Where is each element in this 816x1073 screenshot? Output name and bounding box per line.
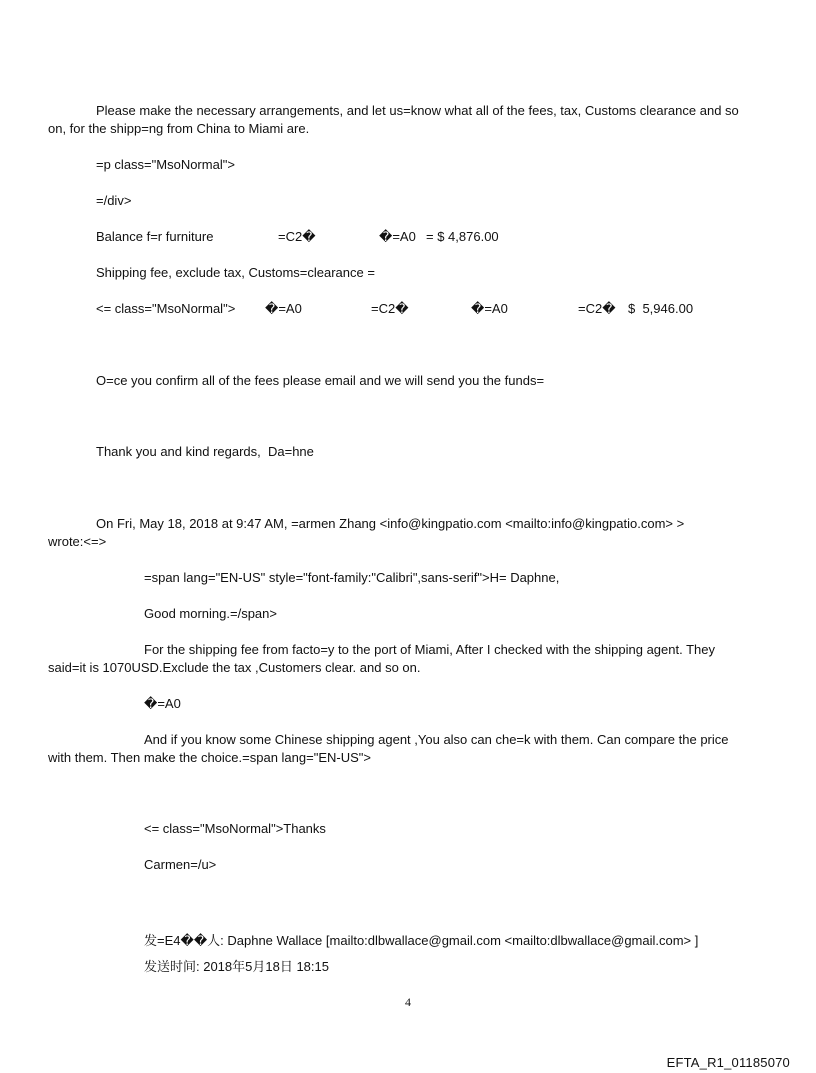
shipping-para-line2: said=it is 1070USD.Exclude the tax ,Customers clear. and so on.	[48, 660, 421, 675]
class-row-amount: $ 5,946.00	[628, 301, 694, 316]
confirm-line: O=ce you confirm all of the fees please email and we will send you the funds=	[96, 373, 545, 388]
balance-amount: = $ 4,876.00	[426, 229, 499, 244]
class-row-line	[96, 300, 736, 318]
class-row-b: =C2�	[371, 301, 409, 316]
on-fri-line2: wrote:<=>	[48, 534, 107, 549]
balance-label: Balance f=r furniture	[96, 229, 214, 244]
page-number: 4	[405, 995, 411, 1009]
class-row-tag: <= class="MsoNormal">	[96, 301, 236, 316]
class-row-c: �=A0	[471, 301, 508, 316]
good-morning-line: Good morning.=/span>	[144, 606, 277, 621]
thanks-class-line: <= class="MsoNormal">Thanks	[144, 821, 326, 836]
span-lang-line: =span lang="EN-US" style="font-family:"Calibri",sans-serif">H= Daphne,	[144, 570, 560, 585]
div-close-line: =/div>	[96, 193, 132, 208]
on-fri-line1: On Fri, May 18, 2018 at 9:47 AM, =armen Zhang <info@kingpatio.com <mailto:info@kingpatio.com> >	[96, 516, 685, 531]
chinese-para-line2: with them. Then make the choice.=span lang="EN-US">	[48, 750, 371, 765]
para-arrangements-line2: on, for the shipp=ng from China to Miami are.	[48, 121, 310, 136]
bates-number: EFTA_R1_01185070	[666, 1055, 790, 1070]
shipping-para-line1: For the shipping fee from facto=y to the port of Miami, After I checked with the shipping agent. They	[144, 642, 715, 657]
a0-line: �=A0	[144, 696, 181, 711]
balance-line	[96, 228, 576, 246]
chinese-para-line1: And if you know some Chinese shipping agent ,You also can che=k with them. Can compare the price	[144, 732, 729, 747]
class-row-d: =C2�	[578, 301, 616, 316]
from-line: 发=E4��人: Daphne Wallace [mailto:dlbwallace@gmail.com <mailto:dlbwallace@gmail.com> ]	[144, 933, 699, 948]
carmen-line: Carmen=/u>	[144, 857, 217, 872]
thanks-regards-line: Thank you and kind regards, Da=hne	[96, 444, 314, 459]
class-row-a: �=A0	[265, 301, 302, 316]
p-class-line: =p class="MsoNormal">	[96, 157, 235, 172]
shipping-fee-line: Shipping fee, exclude tax, Customs=clearance =	[96, 265, 375, 280]
balance-a0: �=A0	[379, 229, 416, 244]
para-arrangements-line1: Please make the necessary arrangements, and let us=know what all of the fees, tax, Customs clearance and so	[96, 103, 739, 118]
balance-c2: =C2�	[278, 229, 316, 244]
sent-time-line: 发送时间: 2018年5月18日 18:15	[144, 959, 329, 974]
